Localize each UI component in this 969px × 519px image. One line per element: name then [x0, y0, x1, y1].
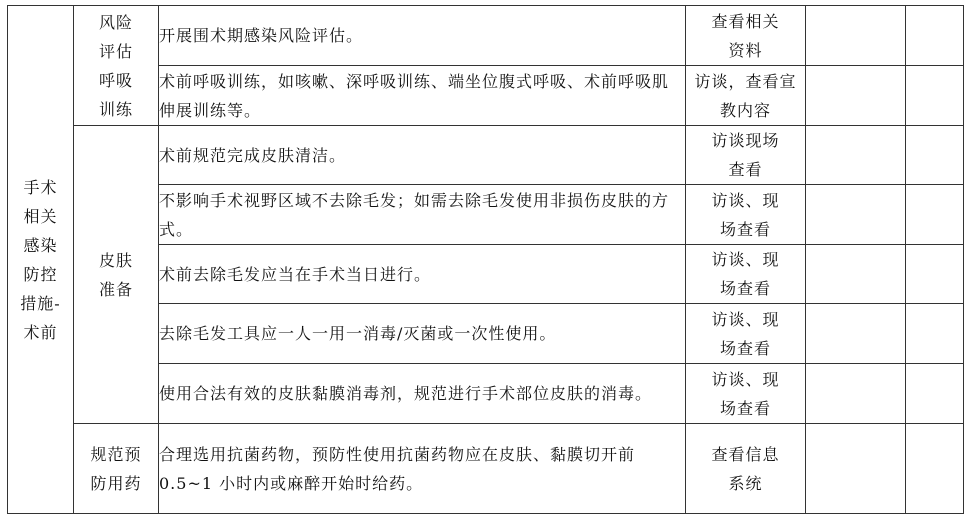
blank-cell — [906, 185, 964, 245]
content-cell: 术前规范完成皮肤清洁。 — [159, 126, 686, 185]
blank-cell — [806, 6, 906, 66]
subcategory-label: 风险评估呼吸训练 — [98, 12, 133, 119]
category-cell — [8, 6, 74, 514]
method-label: 查看信息系统 — [711, 444, 780, 493]
subcategory-label: 规范预防用药 — [90, 444, 142, 493]
method-label: 查看相关资料 — [711, 11, 780, 60]
method-label: 访谈、现场查看 — [711, 309, 780, 358]
blank-cell — [906, 304, 964, 364]
blank-cell — [806, 126, 906, 185]
blank-cell — [806, 364, 906, 424]
blank-cell — [906, 364, 964, 424]
subcategory-label: 皮肤准备 — [98, 250, 133, 299]
subcategory-cell — [74, 424, 159, 514]
blank-cell — [906, 245, 964, 304]
content-cell: 不影响手术视野区域不去除毛发；如需去除毛发使用非损伤皮肤的方式。 — [159, 185, 686, 245]
method-cell — [686, 6, 806, 66]
subcategory-cell — [74, 126, 159, 424]
blank-cell — [806, 185, 906, 245]
content-cell: 使用合法有效的皮肤黏膜消毒剂，规范进行手术部位皮肤的消毒。 — [159, 364, 686, 424]
method-label: 访谈，查看宣教内容 — [694, 71, 797, 120]
method-label: 访谈、现场查看 — [711, 190, 780, 239]
table-row — [8, 126, 964, 185]
method-cell — [686, 185, 806, 245]
content-cell: 开展围术期感染风险评估。 — [159, 6, 686, 66]
method-cell — [686, 364, 806, 424]
table-row — [8, 424, 964, 514]
blank-cell — [906, 424, 964, 514]
method-label: 访谈、现场查看 — [711, 250, 780, 298]
content-cell: 术前呼吸训练，如咳嗽、深呼吸训练、端坐位腹式呼吸、术前呼吸肌伸展训练等。 — [159, 66, 686, 126]
method-cell — [686, 245, 806, 304]
blank-cell — [906, 126, 964, 185]
blank-cell — [906, 6, 964, 66]
blank-cell — [806, 304, 906, 364]
blank-cell — [806, 66, 906, 126]
blank-cell — [806, 245, 906, 304]
method-label: 访谈现场查看 — [711, 131, 780, 179]
category-label: 手术相关感染防控措施-术前 — [20, 177, 61, 342]
method-cell — [686, 126, 806, 185]
inspection-table — [7, 5, 964, 514]
method-cell — [686, 424, 806, 514]
content-cell: 去除毛发工具应一人一用一消毒/灭菌或一次性使用。 — [159, 304, 686, 364]
subcategory-cell — [74, 6, 159, 126]
content-cell: 术前去除毛发应当在手术当日进行。 — [159, 245, 686, 304]
blank-cell — [806, 424, 906, 514]
method-cell — [686, 304, 806, 364]
blank-cell — [906, 66, 964, 126]
method-cell — [686, 66, 806, 126]
method-label: 访谈、现场查看 — [711, 369, 780, 418]
content-cell: 合理选用抗菌药物，预防性使用抗菌药物应在皮肤、黏膜切开前 0.5~1 小时内或麻醉开始时给药。 — [159, 424, 686, 514]
table-row — [8, 6, 964, 66]
